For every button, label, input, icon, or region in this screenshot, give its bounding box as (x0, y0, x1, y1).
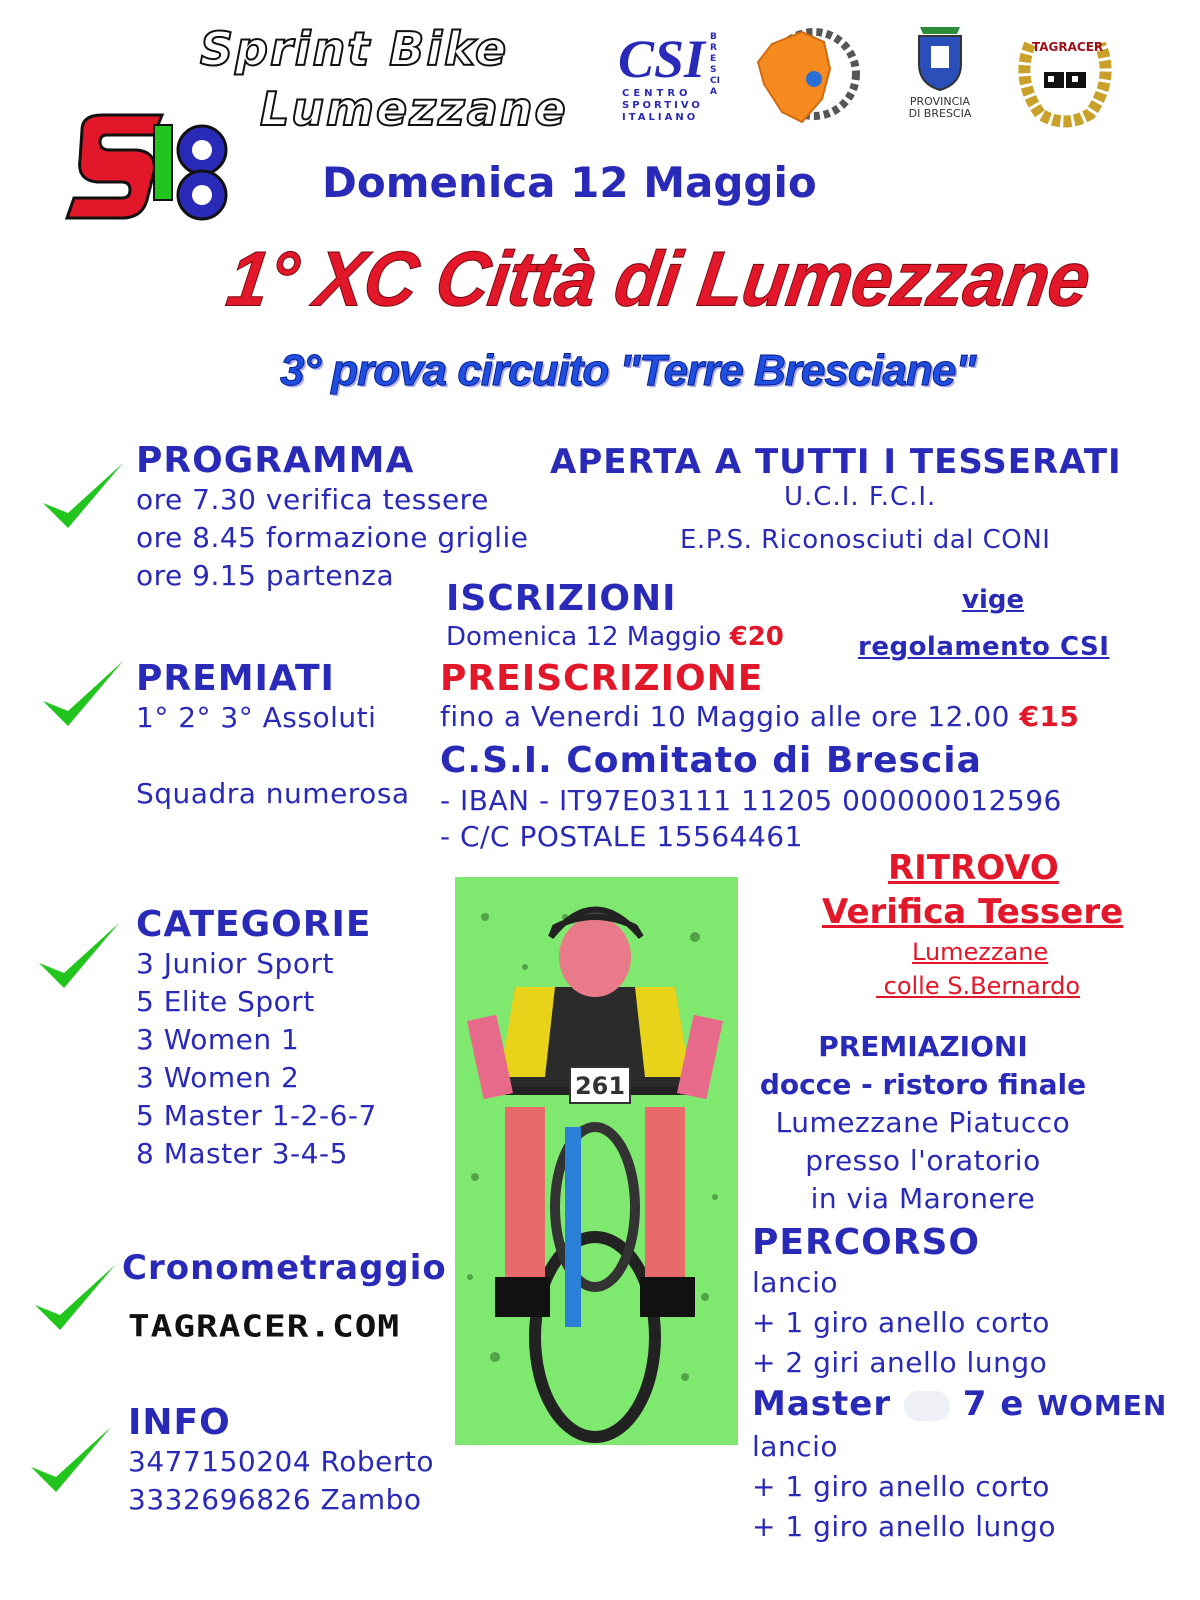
preiscrizione-cc: - C/C POSTALE 15564461 (440, 820, 803, 853)
iscrizioni-date: Domenica 12 Maggio (446, 622, 722, 652)
premiazioni-sub: docce - ristoro finale (759, 1068, 1087, 1101)
iscrizioni-price: €20 (729, 622, 784, 652)
premiazioni-line2: presso l'oratorio (805, 1144, 1041, 1177)
checkmark-icon (38, 656, 128, 736)
percorso-master-heading-row (752, 1383, 1167, 1427)
categorie-item: 3 Junior Sport (136, 947, 334, 980)
crono-heading: Cronometraggio (122, 1248, 447, 1288)
info-item: 3477150204 Roberto (128, 1445, 434, 1478)
checkmark-icon (38, 458, 128, 538)
rider-photo (455, 877, 738, 1445)
premiazioni-heading: PREMIAZIONI (818, 1030, 1028, 1063)
aperta-line1: U.C.I. F.C.I. (784, 482, 937, 512)
preiscrizione-deadline: fino a Venerdi 10 Maggio alle ore 12.00 (440, 700, 1010, 733)
sprint-bike-logo (190, 22, 610, 152)
programma-section (136, 440, 528, 595)
programma-item: ore 9.15 partenza (136, 559, 395, 592)
categorie-item: 3 Women 2 (136, 1061, 300, 1094)
slb-logo (62, 110, 232, 225)
sprint-bike-line2: Lumezzane (260, 82, 568, 136)
aperta-line2: E.P.S. Riconosciuti dal CONI (680, 525, 1051, 555)
csi-letters: CSI (618, 29, 706, 89)
info-item: 3332696826 Zambo (128, 1483, 422, 1516)
preiscrizione-org: C.S.I. Comitato di Brescia (440, 740, 982, 781)
percorso-master-women: WOMEN (1037, 1389, 1168, 1422)
iscrizioni-line (446, 622, 784, 652)
provincia-line1: PROVINCIA (909, 95, 971, 108)
checkmark-icon (30, 1260, 120, 1340)
csi-logo (618, 28, 728, 124)
sprint-bike-line1: Sprint Bike (200, 22, 509, 76)
premiazioni-line3: in via Maronere (810, 1182, 1036, 1215)
percorso-master-item: + 1 giro anello lungo (752, 1510, 1056, 1543)
event-title: 1° XC Città di Lumezzane (221, 234, 1095, 323)
preiscrizione-price: €15 (1019, 700, 1080, 733)
crono-brand: TAGRACER.COM (128, 1309, 401, 1344)
provincia-logo (900, 22, 980, 132)
ritrovo-sub: Verifica Tessere (822, 892, 1124, 932)
percorso-section (752, 1222, 1167, 1547)
event-date: Domenica 12 Maggio (322, 158, 817, 207)
blurred-mark (904, 1391, 950, 1421)
checkmark-icon (34, 918, 124, 998)
categorie-item: 5 Master 1-2-6-7 (136, 1099, 377, 1132)
csi-sub1: CENTRO (622, 88, 692, 99)
tagracer-badge-logo (1010, 24, 1120, 129)
provincia-line2: DI BRESCIA (908, 107, 972, 120)
premiati-line2: Squadra numerosa (136, 777, 410, 810)
terre-bresciane-logo (752, 24, 862, 129)
province-gear-icon (752, 24, 862, 129)
percorso-master-item: lancio (752, 1430, 838, 1463)
categorie-item: 3 Women 1 (136, 1023, 300, 1056)
preiscrizione-heading: PREISCRIZIONE (440, 658, 764, 699)
categorie-item: 8 Master 3-4-5 (136, 1137, 348, 1170)
event-subtitle: 3° prova circuito "Terre Bresciane" (280, 346, 976, 395)
bib-number: 261 (574, 1072, 626, 1100)
preiscrizione-iban: - IBAN - IT97E03111 11205 000000012596 (440, 784, 1062, 817)
checkmark-icon (26, 1422, 116, 1502)
categorie-item: 5 Elite Sport (136, 985, 315, 1018)
regolamento-line2: regolamento CSI (858, 632, 1110, 662)
provincia-crest-icon (905, 22, 975, 92)
csi-sub3: ITALIANO (622, 112, 699, 123)
slb-logo-icon (62, 110, 232, 225)
percorso-item: lancio (752, 1266, 838, 1299)
premiazioni-line1: Lumezzane Piatucco (775, 1106, 1071, 1139)
regolamento-line1: vige (962, 585, 1025, 615)
preiscrizione-line (440, 698, 1079, 736)
percorso-heading: PERCORSO (752, 1222, 980, 1263)
programma-item: ore 8.45 formazione griglie (136, 521, 529, 554)
premiati-line1: 1° 2° 3° Assoluti (136, 701, 377, 734)
premiati-heading: PREMIATI (136, 658, 335, 699)
tagracer-badge-text: TAGRACER (1032, 40, 1104, 54)
percorso-item: + 1 giro anello corto (752, 1306, 1050, 1339)
categorie-section (136, 904, 377, 1173)
percorso-master-label: Master (752, 1384, 892, 1424)
premiati-section (136, 658, 410, 813)
ritrovo-line1: Lumezzane (912, 938, 1049, 966)
csi-side-text: BRESCIA (710, 32, 720, 97)
cyclist-image (455, 877, 738, 1445)
programma-heading: PROGRAMMA (136, 440, 415, 481)
ritrovo-heading: RITROVO (888, 848, 1059, 888)
info-section (128, 1402, 434, 1519)
aperta-heading: APERTA A TUTTI I TESSERATI (550, 442, 1122, 482)
premiazioni-section (745, 1028, 1101, 1218)
percorso-item: + 2 giri anello lungo (752, 1346, 1048, 1379)
info-heading: INFO (128, 1402, 231, 1443)
percorso-master-item: + 1 giro anello corto (752, 1470, 1050, 1503)
iscrizioni-heading: ISCRIZIONI (446, 578, 677, 619)
programma-item: ore 7.30 verifica tessere (136, 483, 489, 516)
ritrovo-line2: colle S.Bernardo (876, 972, 1081, 1000)
csi-sub2: SPORTIVO (622, 100, 703, 111)
percorso-master-mid: 7 e (962, 1384, 1025, 1424)
categorie-heading: CATEGORIE (136, 904, 372, 945)
